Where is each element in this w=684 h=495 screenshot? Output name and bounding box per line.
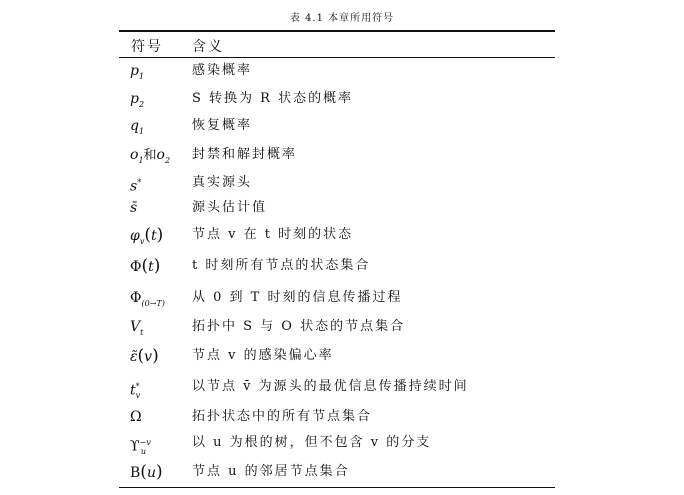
table-row: [0, 170, 684, 196]
symbol-cell: $o_1$和$o_2$: [130, 147, 171, 165]
table-row: [0, 285, 684, 311]
table-row: [0, 195, 684, 221]
symbol-cell: $p_1$: [130, 63, 145, 81]
symbol-cell: $p_2$: [130, 91, 145, 109]
meaning-cell: 节点 v 的感染偏心率: [192, 348, 334, 363]
table-bottom-rule: [119, 487, 555, 488]
symbol-cell: $V_t$: [130, 319, 144, 337]
table-row: [0, 374, 684, 400]
table-row: [0, 113, 684, 139]
table-row: [0, 253, 684, 279]
header-symbol: 符号: [131, 39, 163, 55]
meaning-cell: 节点 u 的邻居节点集合: [192, 464, 350, 479]
meaning-cell: 源头估计值: [192, 200, 268, 215]
table-header-row: [0, 33, 684, 57]
header-meaning: 含义: [192, 39, 224, 55]
symbol-cell: B(u): [130, 462, 163, 482]
table-caption: 表 4.1 本章所用符号: [289, 13, 395, 24]
symbol-cell: $ϒ^{-v}_u$: [130, 438, 151, 457]
meaning-cell: 以节点 v̄ 为源头的最优信息传播持续时间: [192, 379, 469, 394]
table-row: [0, 314, 684, 340]
meaning-cell: 恢复概率: [192, 118, 253, 133]
meaning-cell: 真实源头: [192, 175, 253, 190]
symbol-cell: Φ(t): [130, 256, 161, 276]
table-top-rule: [119, 30, 555, 32]
meaning-cell: 感染概率: [192, 63, 253, 78]
symbol-cell: Ω: [130, 409, 142, 425]
meaning-cell: 从 0 到 T 时刻的信息传播过程: [192, 290, 403, 305]
symbol-cell: $q_1$: [130, 118, 145, 136]
table-row: [0, 58, 684, 84]
meaning-cell: 拓扑状态中的所有节点集合: [192, 409, 373, 424]
table-row: [0, 142, 684, 168]
symbol-cell: s*: [130, 178, 142, 195]
meaning-cell: t 时刻所有节点的状态集合: [192, 258, 371, 273]
table-row: [0, 430, 684, 456]
meaning-cell: 节点 v 在 t 时刻的状态: [192, 227, 354, 242]
table-row: [0, 86, 684, 112]
meaning-cell: 封禁和解封概率: [192, 147, 298, 162]
meaning-cell: 拓扑中 S 与 O 状态的节点集合: [192, 319, 406, 334]
table-row: [0, 343, 684, 369]
symbol-cell: $\Phi_{(0\to T)}$: [130, 290, 165, 308]
symbol-cell: ε̃(v): [130, 346, 159, 366]
table-row: [0, 404, 684, 430]
meaning-cell: 以 u 为根的树，但不包含 v 的分支: [192, 435, 432, 450]
symbol-cell: s̄: [130, 200, 138, 216]
table-row: [0, 459, 684, 485]
symbol-cell: $t^*_v$: [130, 382, 141, 401]
symbol-cell: $\varphi_v(t)$: [130, 225, 164, 246]
meaning-cell: S 转换为 R 状态的概率: [192, 91, 354, 106]
table-row: [0, 222, 684, 248]
